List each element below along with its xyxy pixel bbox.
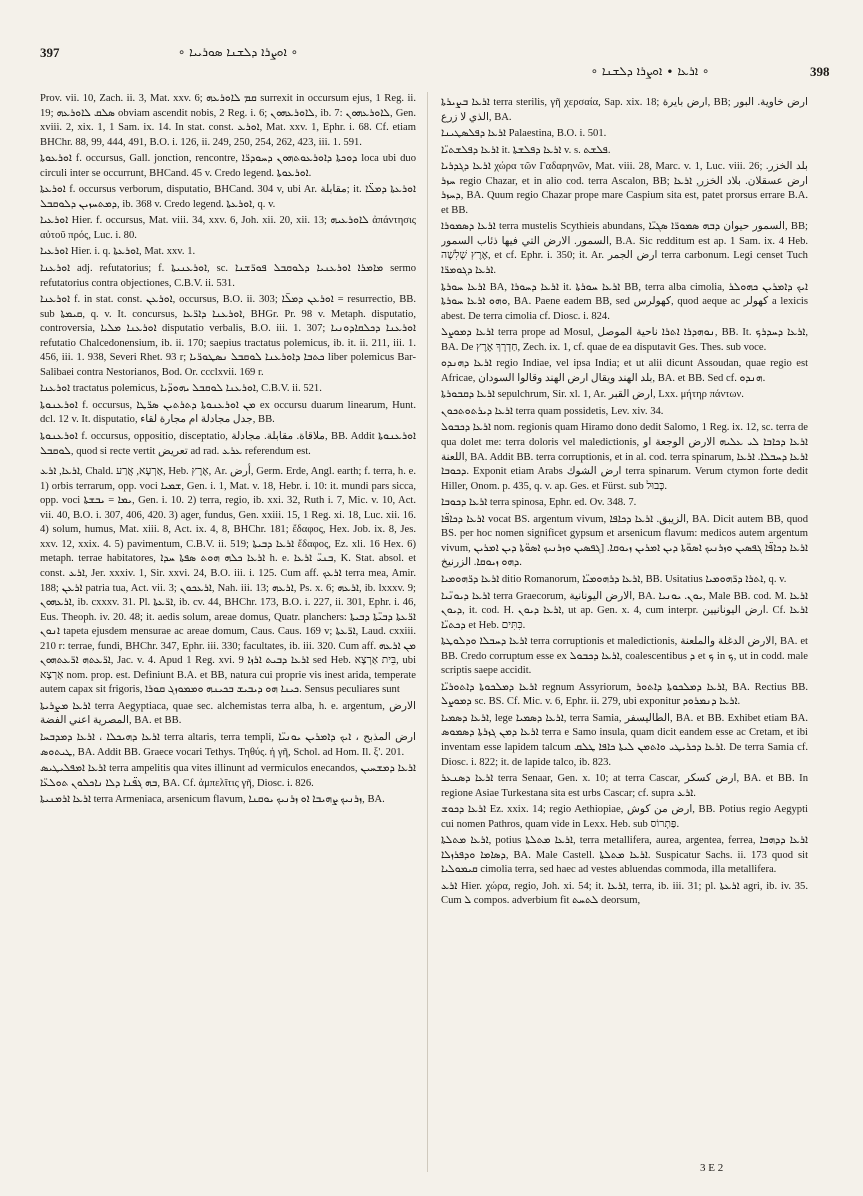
dictionary-entry: ܐܪܥܐ ܕܡܠܟܘܬܐ ܕܐܬܘܪܝ̈ܐ regnum Assyriorum, ܐܪܥܐ ܕܡܠܟܘܬܐ ܕܐܬܘܪ, BA. Rectius BB. ܕܡܘܨܠ sc. BS. Cf. Mic. v. 6, Ephr. ii. 279, ubi exponitur ܐܪܥܐ ܕܢܡܪܘܕ. xyxy=(441,681,808,708)
dictionary-entry: ܐܘܪܥܢܐ tractatus polemicus, ܐܘܪܥܢܐ ܠܘܩܒܠ ܝܗܘܕ̈ܝܐ, C.B.V. ii. 521. xyxy=(40,383,322,395)
dictionary-entry: ܐܘܪܥܢܐ adj. refutatorius; f. ܐܘܪܥܢܝܬܐ, sc. ܡܐܡܪܐ ܐܘܪܥܢܝܐ ܕܠܘܩܒܠ ܦܘܪ̈ܫܢܐ sermo refutatorius contra objectiones, C.B.V. ii. 531. xyxy=(40,263,416,289)
dictionary-entry: ܐܪܥܐ ܕܝܘܢ̈ܝܐ terra Graecorum, الارض اليونانية, BA. ܝܘܢ. ܝܘܢܝܐ, Male BB. cod. M. ܐܪܥܐ ܕܝܘܢ, it. cod. H. ܐܪܥܐ ܕܝܘܢ, ut ap. Gen. x. 4, cum interpr. ارض اليونانيين. Cf. ܐܪܥܐ ܕܟܬܝ̈ܐ et Heb. כִּתִּים. xyxy=(441,590,808,631)
dictionary-entry: ܐܪܥܐ ܕܓܕܪܝܐ χώρα τῶν Γαδαρηνῶν, Mat. viii. 28, Marc. v. 1, Luc. viii. 26; بلد الخزر. ܚܙܪ regio Chazar, et in alio cod. terra Ascalon, BB; ارض عسقلان. بلاد الخزر, ܐܪܥܐ ܕܚܙܪ, BA. Quum regio Chazar prope mare Caspium sita est, patet prorsus errare B.A. et BB. xyxy=(441,161,808,216)
dictionary-entry: ܐܪܥܐ ܕܪ̈ܗܘܡܝܐ ditio Romanorum, ܐܪܥܐ ܕܪܗܘܡܝ̈ܐ, BB. Usitatius ܐܬܪܐ ܕܪ̈ܗܘܡܝܐ, q. v. xyxy=(441,573,787,585)
dictionary-entry: ܐܪܥܐ ܕܟܘܒܐ terra spinosa, Ephr. ed. Ov. 348. 7. xyxy=(441,497,637,509)
dictionary-entry: ܐܘܪܥܢܐ f. in stat. const. ܐܘܪܥܢ, occursus, B.O. ii. 303; ܐܘܪܥܢ ܕܡܠ̈ܐ = resurrectio, BB. sub ܩܝܡܬܐ, q. v. It. concursus, ܐܘܪܥܢܐ ܕܐܪ̈ܥܐ, BHGr. Pr. 98 v. Metaph. disputatio, controversia, ܐܘܪܥܢܐ ܡܠܝܐ disputatio verbalis, B.O. iii. 1. 307; ܐܘܪܥܢܐ ܕܟܠܩܐܕܘܢܝܐ refutatio Chalcedonensium, ib. ii. 170; saepius tractatus polemicus, ib. it. ii. 211, iii. 1. 456, iii. 1. 938, Severi Rhet. 93 r; ܟܬܒܐ ܕܐܘܪܥܢܐ ܠܘܩܒܠ ܢܣܛܘܪ̈ܝܐ liber polemicus Bar-Salibaei contra Nestorianos, Bod. Or. ccclxvii. 169 r. xyxy=(40,294,416,378)
dictionary-entry: ܐܘܪܥܝܐ Hier. f. occursus, Mat. viii. 34, xxv. 6, Joh. xii. 20, xii. 13; ܠܐܘܪܥܝܗ ἀπάντησις αὐτοῦ πρός, Luc. i. 80. xyxy=(40,215,416,241)
dictionary-entry: ܐܪܥܐ ܕܝܪܬܘܬܟܘܢ terra quam possidetis, Lev. xiv. 34. xyxy=(441,405,664,417)
dictionary-entry: ܐܪܥܐ ܕܟܐܦ̈ܐ vocat BS. argentum vivum, الزيبق. ܐܪܥܐ ܕܟܐܦܐ, BA. Dicit autem BB, quod BS. per hoc nomen significet gypsum et arsenicum flavum: medicos autem argentum vivum, ܐܪܥܐ ܕܟܐܦ̈ܐ ܓܦܣܝܢ ܘܙܪܢܝܟ ܐܣܘ̈ܬܐ ܕܝܢ ܐܡܪܝܢ ܙܝܘܩܐ. [ܓܦܣܝܢ ܘܙܪܢܝܟ ܐܣܘ̈ܬܐ ܕܝܢ ܐܡܪܝܢ ܕܗܘ ܙܝܘܩܐ. الزرنيخ. xyxy=(441,513,808,569)
dictionary-entry: ܐܪܥܐ, ܐܪܥ, Chald. אַרְעָא, אֲרַע, Heb. אֶרֶץ, Ar. أرض, Germ. Erde, Angl. earth; f. terra, h. e. 1) orbis terrarum, opp. voci ܫܡܝܐ, Gen. i. 1, Mat. v. 18, Hebr. i. 10: it. mundi pars sicca, opp. voci ܝܡܐ = ܝܒܫܬܐ, Gen. i. 10. 2) terra, regio, ib. xxi. 32, Ruth i. 7, Mic. v. 10, Act. vii. 40, B.O. i. 307, 406, 420. 3) ager, fundus, Gen. xxiii. 15, 1 Reg. xi. 18, Luc. xii. 16. 4) solum, humus, Mat. xiii. 8, Act. ix. 4, 8, BHChr. 181; ἔδαφος, Hex. Job. ix. 8, Jes. xxv. 12, xxix. 4. 5) pavimentum, C.B.V. ii. 519; ܐܪܥܐ ܕܒܝܬܐ ἔδαφος, Ez. xli. 16 Hex. 6) metaph. terrae habitatores, ܐܪܥܐ ܟܠܗ ܗܘܬ ܣܦܬܐ ܚܕܐ h. e. ܒܢܝ̈ ܐܪܥܐ, K. Stat. absol. et const. ܐܪܥ, Jer. xxxiv. 1, Sir. xxvi. 24, B.O. iii. i. 125. Cum aff. ܐܪܥܟ terra mea, Amir. 188; ܐܪܥܢ patria tua, Act. vii. 3; ܐܪܥܟܘܢ, Nah. iii. 13; ܐܪܥܗ, Ps. x. 6; ܐܪܥܗ, ib. lxxxv. 9; ܐܪܥܗܘܢ, ib. cxxxv. 31. Pl. ܐܪ̈ܥܬܐ, ib. cv. 44, BHChr. 173, B.O. i. 227, ii. 301, Ephr. i. 46, Eus. Theoph. iv. 20. 48; it. aedis solum, areae domus, Quatr. planchers: ܐܪ̈ܥܬܐ ܕܒܝ̈ܬܐ ܕܒܝܬܐ ܐܢܘܢ tapeta ejusdem mensurae ac areae domum, Caus. Caus. 169 v; ܐܪ̈ܥܬܐ, Laud. cxxiii. 210 r: terrae, fundi, BHChr. 347, Ephr. iii. 330; facultates, ib. iii. 320. Cum aff. ܡܢ ܐܪܥܗ ܐܪ̈ܥܬܗ ܐܪ̈ܥܬܗܘܢ, Jac. v. 4. Apud 1 Reg. xvi. 9 ܐܪܥܐ ܕܒܝܬ ܐܪܙܐ sed Heb. בֵּית אַרְצָא, ubi אַרְצָא nom. prop. est. Definiunt B.A. et BB, natura cui proprie vis inest arida, temperate autem capax sit frigoris, ܟܝܢܐ ܗܘ ܕܝܒܝܫ ܒܟܝܢܗ ܘܡܡܘܙܓ ܩܘܪܐ. Sensus peculiares sunt xyxy=(40,466,416,696)
dictionary-entry: ܐܪܥܐ ܚܘܪܬܐ BA, ܐܪܥܐ ܕܚܘܪܐ it. ܐܪܥܐ ܚܘܪܬܐ BB, terra alba cimolia, ܐܝܟ ܕܐܡܪܝܢ ܟܗܘܠܪ ܘܗܘ ܐܪܥܐ ܚܘܪܬܐ, BA. Paene eadem BB, sed كهولرس, quod aeque ac كهولر a lexicis abest. De terra cimolia cf. Diosc. i. 824. xyxy=(441,281,808,322)
dictionary-entry: ܐܘܪܥܘܬܐ f. occursus, Gall. jonction, rencontre, ܕܘܟܬܐ ܕܐܘܪܥܘܬܗܘܢ ܕܚܘܕܪ̈ܐ loca ubi duo circuli inter se occurrunt, BHCand. 45 v. Credo legend. ܐܘܪܥܘܬܐ. xyxy=(40,153,416,179)
left-running-head: ∘ ܐܘܨܪܐ ܕܠܫܢܐ ܣܘܪܝܝܐ ∘ xyxy=(177,45,299,59)
dictionary-entry: ܐܪܥܐ ܕܣܢܥܪ terra Senaar, Gen. x. 10; at terra Cascar, ارض كسكر, BA. et BB. In regione Asiae Turkestana sita est urbs Cascar; cf. supra ܐܪܥ. xyxy=(441,773,808,799)
column-divider xyxy=(427,92,428,1172)
right-running-head: ∘ ܐܪܥܐ ∙ ܐܘܨܪܐ ܕܠܫܢܐ ∘ xyxy=(590,64,710,78)
signature-mark: 3 E 2 xyxy=(700,1162,724,1174)
dictionary-entry: ܐܪܥܐ ܐܪܡܢܝܬܐ terra Armeniaca, arsenicum flavum, ܙܪܢܝܟ ܨܗܝܒܐ ܐܘ ܙܪܢܝܟ ܝܘܩܢܐ, BA. xyxy=(40,794,385,806)
dictionary-entry: ܐܪܥܐ ܕܟܒܘܠ nom. regionis quam Hiramo dono dedit Salomo, 1 Reg. ix. 12, sc. terra de qua dolet me: terra doloris vel maledictionis, ܐܪܥܐ ܕܟܐܒܐ ܠܝ ܥܠܝܗ الارض الوجعة او اللعنة, BA. Addit BB. terra corruptionis, et in al. cod. terra spinarum, ܐܪܥܐ ܕܚܒܠܐ. ܐܪܥܐ ܕܟܘܒܐ. Exponit etiam Arabs ارض الشوك terra spinarum. Verum ctymon forte dedit Hiller, Onom. p. 435, q. v. ap. Ges. et Fürst. sub כָּבוּל. xyxy=(441,422,808,492)
dictionary-entry: ܐܘܪܥܬܐ f. occursus verborum, disputatio, BHCand. 304 v, ubi Ar. مقابلة; it. ܐܘܪܥܬܐ ܕܡܠ̈ܐ ܕܡܬܚܙܝܢ ܕܠܘܩܒܠ, ib. 368 v. Credo legend. ܐܘܪܥܬܐ, q. v. xyxy=(40,184,416,210)
left-column xyxy=(40,92,416,1167)
dictionary-entry: ܐܪܥܐ ܕܣܡܝܐ, lege ܐܪܥܐ ܕܣܡܝܐ, terra Samia, الطاليسفر, BA. et BB. Exhibet etiam BA. ܐܪܥܐ ܕܡܢ ܓܙܪܬܐ ܕܣܡܘܣ terra e Samo insula, quam dicit eandem esse ac Cretam, et ibi inventam esse lapidem talcum ܐܪܥܐ ܕܟܪܝܛܝ ܘܐܬܡܢ ܠܝܬܐ ܟܐܦܐ ܛܠܩ. De terra Samia cf. Diosc. i. 822; it. de lapide talco, ib. 823. xyxy=(441,712,808,768)
dictionary-entry: ܐܘܪܥܢܘܬܐ f. occursus, oppositio, disceptatio, ملاقاة. مقابلة. مجادلة, BB. Addit ܐܘܪܥܢܘܬܐ ܠܘܩܒܠ, quod si recte vertit تعريض ad rad. ܥܪܥ referendum est. xyxy=(40,431,416,457)
dictionary-entry: ܐܪܥܐ ܕܡܘܨܠ terra prope ad Mosul, ܢܘܗܕܪܐ ܐܬܪܐ ناحية الموصل, BB. It. ܐܪܥܐ ܕܚܕܪܟ, BA. De חַדְרָךְ אֶרֶץ, Zech. ix. 1, cf. quae de ea disputavit Ges. Thes. sub voce. xyxy=(441,327,808,353)
dictionary-entry: ܐܪܥ Hier. χώρα, regio, Joh. xi. 54; it. ܐܪܥܐ, terra, ib. iii. 31; pl. ܐܪܥܬܐ agri, ib. iv. 35. Cum ܠ compos. adverbium fit ܠܬܚܬ deorsum, xyxy=(441,880,808,907)
dictionary-entry: ܐܪܥܐ ܕܗܢܕܘ regio Indiae, vel ipsa India; et ut alii dicunt Assoudan, quae regio est Africae, بلد الهند ويقال ارض الهند وقالوا السودان, BA. et BB. Sed cf. ܗܢܕܘ. xyxy=(441,358,808,384)
dictionary-entry: ܐܪܥܐ ܒܨܝܪܬܐ terra sterilis, γῆ χερσαία, Sap. xix. 18; ارض بايرة, BB; ارض خاوية. البور الذي لا زرع, BA. xyxy=(441,97,808,123)
dictionary-entry: Prov. vii. 10, Zach. ii. 3, Mat. xxv. 6; ܩܡ ܠܐܘܪܥܗ surrexit in occursum ejus, 1 Reg. ii. 19; ܣܠܩ ܠܐܘܪܥܗ obviam ascendit nobis, 2 Reg. i. 6; ܠܐܘܪܥܗܘܢ, ib. 7: ܠܐܘܪܥܗܘܢ, Gen. xviii. 2, xix. 1, 1 Sam. ix. 14. In stat. const. ܐܘܪܥ, Mat. xxv. 1, Ephr. i. 68. Cf. etiam BHChr. 88, 99, 444, 491, B.O. i. 126, ii. 249, 250, 254, 262, 423, iii. 1. 591. xyxy=(40,93,416,148)
dictionary-entry: ܐܪܥܐ ܐܡܦܠܝܛܝܣ terra ampelitis qua vites illinunt ad vermiculos enecandos, ܐܪܥܐ ܕܡܫܚܝܢ ܒܗ ܓܦ̈ܢܐ ܕܠܐ ܢܐܟܠܘܢ ܬܘܠܥ̈ܐ, BA. Cf. ἀμπελῖτις γῆ, Diosc. i. 826. xyxy=(40,763,416,789)
dictionary-entry: ܐܪܥܐ ܕܟܘܫ Ez. xxix. 14; regio Aethiopiae, ارض من كوش, BB. Potius regio Aegypti cui nomen Pathros, quam vide in Lexx. Heb. sub פַּתְרוֹס. xyxy=(441,804,808,830)
dictionary-entry: ܐܪܥܐ ܕܦܠܫܬܝ̈ܐ it. ܐܪܥܐ ܕܦܠܫܬܐ v. s. ܦܠܫܬ. xyxy=(441,144,611,156)
dictionary-entry: ܐܪܥܐ ܕܣܡܘܪܐ terra mustelis Scythieis abundans, السمور حيوان ܕܒܗ ܣܡܘܪ̈ܐ ܣܓܝ̈ܐ, BB; السمور. الارض التي فيها ذئاب السمور, B.A. Sic redditum est ap. 1 Sam. ix. 4 Heb. אֶרֶץ שָׁלִשָׁה, et cf. Ephr. i. 350; it. Ar. ارض الجمر terra carbonum. Legi censet Tuch ܐܪܥܐ ܕܓܘܡܪ̈ܐ. xyxy=(441,221,808,277)
right-column xyxy=(441,96,808,1156)
dictionary-entry: ܐܘܪܥܢܘܬܐ f. occursus, ܡܢ ܐܘܪܥܢܘܬܐ ܕܬܪܬܝܢ ܣܪ̈ܛܐ ex occursu duarum linearum, Hunt. dcl. 12 v. It. disputatio, جدل مجادلة ام مجارة لقاء, BB. xyxy=(40,399,416,426)
right-page-number: 398 xyxy=(810,64,830,79)
left-page-number: 397 xyxy=(40,45,60,60)
dictionary-entry: ܐܪܥܐ ܕܩܒܘܪܬܐ sepulchrum, Sir. xl. 1, Ar. ارض القبر, Lxx. μήτηρ πάντων. xyxy=(441,389,744,401)
dictionary-entry: ܐܪܥܐ ܡܨܪܝܬܐ terra Aegyptiaca, quae sec. alchemistas terra alba, h. e. argentum, الارض المصرية اعني الفضة, BA. et BB. xyxy=(40,700,416,727)
dictionary-entry: ܐܪܥܐ ܡܬܠܬܐ, potius ܐܪܥܐ ܡܬܠܬܐ, terra metallifera, aurea, argentea, ferrea, ܐܪܥܐ ܕܕܗܒܐ ܕܣܐܡܐ ܘܕܦܪܙܠܐ, BA. Male Castell. ܐܪܥܐ ܡܬܠܬܐ. Suspicatur Sachs. ii. 173 quod sit ܩܝܡܘܠܝܐ cimolia terra, sed haec ad vestes abluendas commoda, illa metallifera. xyxy=(441,835,808,876)
dictionary-entry: ܐܪܥܐ ܕܗܝܟܠܐ ، ܐܪܥܐ ܕܡܕܒܚܐ terra altaris, terra templi, ارض المذبح ، ܐܝܟ ܕܐܡܪܝܢ ܝܘܢܝ̈ܐ ܛܝܬܘܣ, BA. Addit BB. Graece vocari Tethys. Τηθύς. ἡ γῆ, Schol. ad Hom. Il. ξ'. 201. xyxy=(40,731,416,758)
dictionary-entry: ܐܪܥܐ ܕܦܠܣܛܝܢܐ Palaestina, B.O. i. 501. xyxy=(441,128,607,140)
dictionary-entry: ܐܪܥܐ ܕܚܒܠܐ ܘܕܠܘܛܬܐ terra corruptionis et maledictionis, الارض الدغلة والملعنة, BA. et BB. Credo corruptum esse ex ܐܪܥܐ ܕܟܒܘܠ, coalescentibus ܕ et ܟ in ܟ, ut in codd. male scriptis saepe accidit. xyxy=(441,636,808,677)
dictionary-entry: ܐܘܪܥܝܐ Hier. i. q. ܐܘܪܥܬܐ, Mat. xxv. 1. xyxy=(40,246,196,258)
